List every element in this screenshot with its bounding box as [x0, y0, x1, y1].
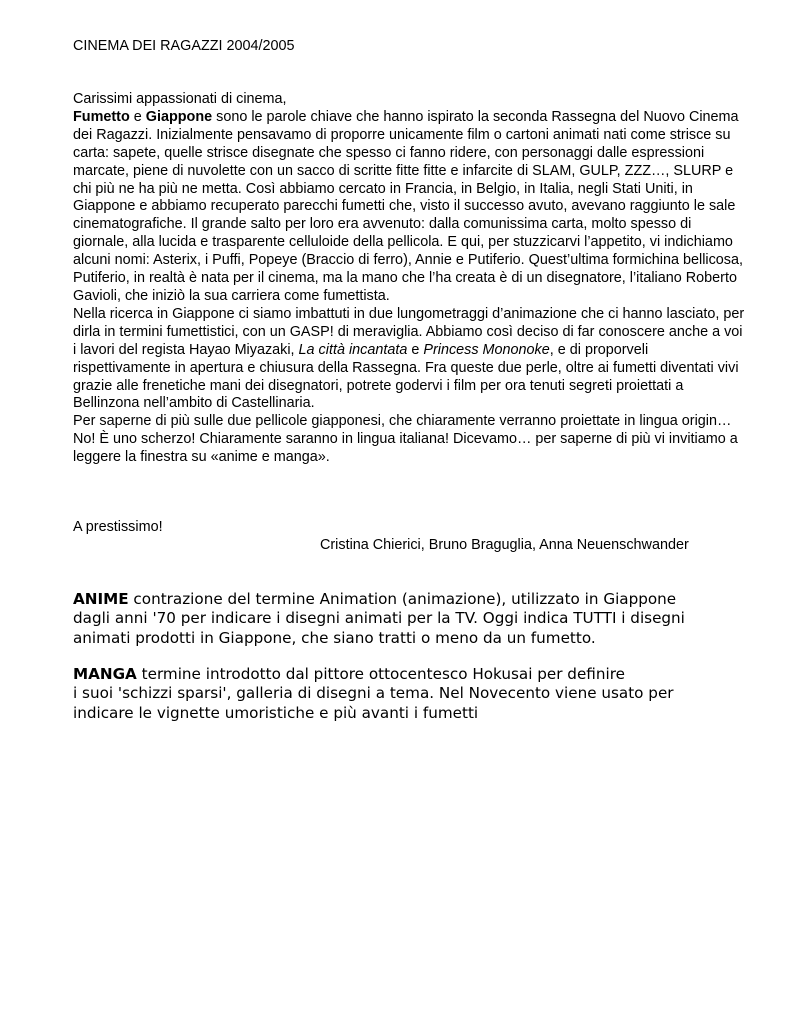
letter-paragraph-3: Per saperne di più sulle due pellicole giapponesi, che chiaramente verranno proiettate in lingua origin… No! È uno scherzo! Chiaramente saranno in lingua italiana! Dicevamo… per saperne di più vi invitiamo a leggere la finestra su «anime e manga».: [73, 413, 738, 466]
paragraph-2-text-a: Nella ricerca in Giappone ci siamo imbattuti in due lungometraggi d’animazione che ci hanno lasciato, per dirla in termini fumettistici, con un GASP! di meraviglia. Abbiamo così deciso di far conoscere anche a voi i lavori del regista Hayao Miyazaki,: [73, 305, 745, 358]
letter-paragraph-1: [73, 109, 745, 306]
letter-closing: A prestissimo!: [73, 519, 163, 535]
keyword-fumetto: Fumetto: [73, 108, 130, 125]
letter-body: [73, 91, 745, 467]
connector-text: e: [129, 108, 146, 125]
film-title-princess-mononoke: Princess Mononoke: [423, 341, 550, 358]
glossary-manga: [73, 665, 763, 723]
letter-greeting: Carissimi appassionati di cinema,: [73, 91, 287, 107]
glossary-anime: [73, 590, 763, 648]
letter-paragraph-2: [73, 306, 745, 413]
film-title-la-citta-incantata: La città incantata: [298, 341, 408, 358]
glossary-definition-anime: contrazione del termine Animation (animazione), utilizzato in Giappone dagli anni '70 per indicare i disegni animati per la TV. Oggi indica TUTTI i disegni animati prodotti in Giappone, che siano tratti o meno da un fumetto.: [73, 590, 685, 647]
letter-signature: Cristina Chierici, Bruno Braguglia, Anna Neuenschwander: [320, 537, 689, 553]
glossary-definition-manga: termine introdotto dal pittore ottocentesco Hokusai per definire i suoi 'schizzi sparsi', galleria di disegni a tema. Nel Novecento viene usato per indicare le vignette umoristiche e più avanti i fumetti: [73, 665, 674, 722]
glossary-term-manga: MANGA: [73, 665, 137, 683]
keyword-giappone: Giappone: [145, 108, 213, 125]
paragraph-2-text-b: e: [407, 341, 424, 358]
document-header: CINEMA DEI RAGAZZI 2004/2005: [73, 38, 295, 54]
glossary-term-anime: ANIME: [73, 590, 129, 608]
paragraph-2-text-c: , e di proporveli rispettivamente in apertura e chiusura della Rassegna. Fra queste due perle, oltre ai fumetti diventati vivi grazie alle frenetiche mani dei disegnatori, potrete godervi i film per ora tenuti segreti proiettati a Bellinzona nell’ambito di Castellinaria.: [73, 341, 739, 412]
paragraph-1-text: sono le parole chiave che hanno ispirato la seconda Rassegna del Nuovo Cinema dei Ragazzi. Inizialmente pensavamo di proporre unicamente film o cartoni animati nati come strisce su carta: sapete, quelle strisce disegnate che spesso ci fanno ridere, con personaggi dalle espressioni marcate, piene di nuvolette con un sacco di scritte fitte fitte e infarcite di SLAM, GULP, ZZZ…, SLURP e chi più ne ha più ne metta. Così abbiamo cercato in Francia, in Belgio, in Italia, negli Stati Uniti, in Giappone e abbiamo recuperato parecchi fumetti che, visto il successo avuto, avevano raggiunto le sale cinematografiche. Il grande salto per loro era avvenuto: dalla comunissima carta, molto spesso di giornale, alla lucida e trasparente celluloide della pellicola. E qui, per stuzzicarvi l’appetito, vi indichiamo alcuni nomi: Asterix, i Puffi, Popeye (Braccio di ferro), Annie e Putiferio. Quest’ultima formichina bellicosa, Putiferio, in realtà è nata per il cinema, ma la mano che l’ha creata è di un disegnatore, l’italiano Roberto Gavioli, che iniziò la sua carriera come fumettista.: [73, 108, 743, 304]
